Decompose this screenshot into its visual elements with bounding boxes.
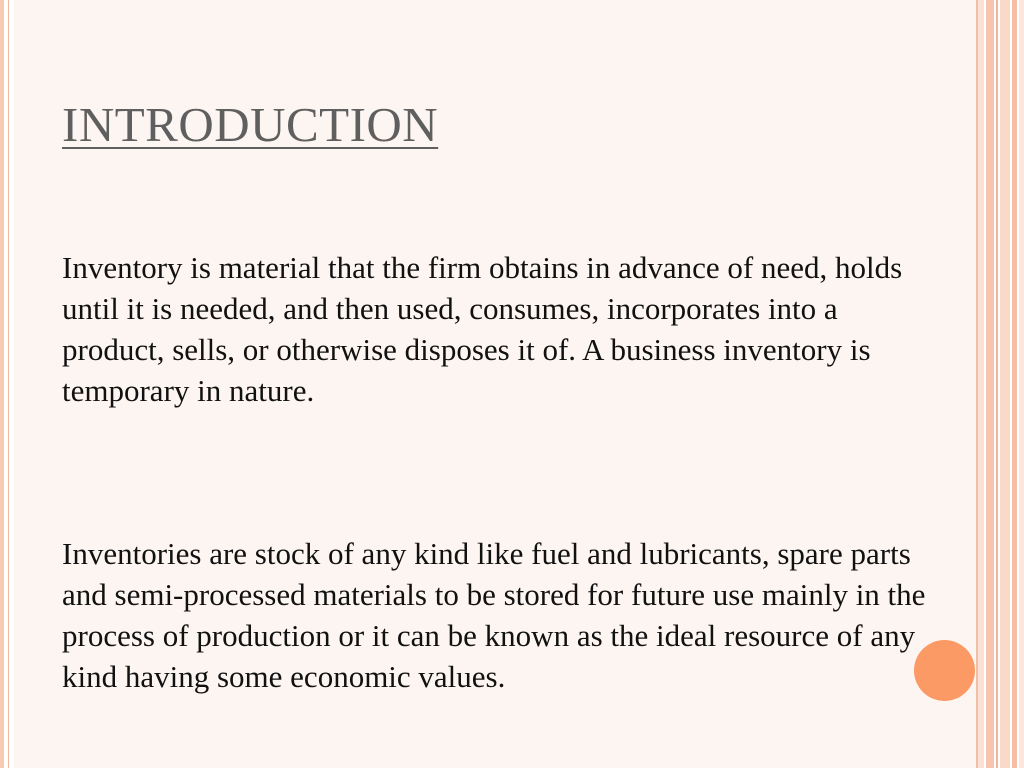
- left-decorative-stripe: [0, 0, 4, 768]
- intro-paragraph-examples: Inventories are stock of any kind like fuel and lubricants, spare parts and semi-processed materials to be stored for future use mainly in the process of production or it can be known as the ideal resource of any kind having some economic values.: [62, 536, 926, 694]
- right-decorative-stripe: [1000, 0, 1010, 768]
- right-decorative-stripe: [1019, 0, 1024, 768]
- accent-circle: [914, 640, 975, 701]
- right-decorative-stripe: [978, 0, 984, 768]
- right-decorative-stripe: [996, 0, 998, 768]
- right-decorative-stripe: [986, 0, 994, 768]
- intro-paragraph-definition: Inventory is material that the firm obtains in advance of need, holds until it is needed, and then used, consumes, incorporates into a product, sells, or otherwise disposes it of. A business inventory is temporary in nature.: [62, 250, 903, 408]
- slide-title: INTRODUCTION: [62, 97, 439, 152]
- right-decorative-stripe: [1012, 0, 1017, 768]
- left-decorative-line: [8, 0, 9, 768]
